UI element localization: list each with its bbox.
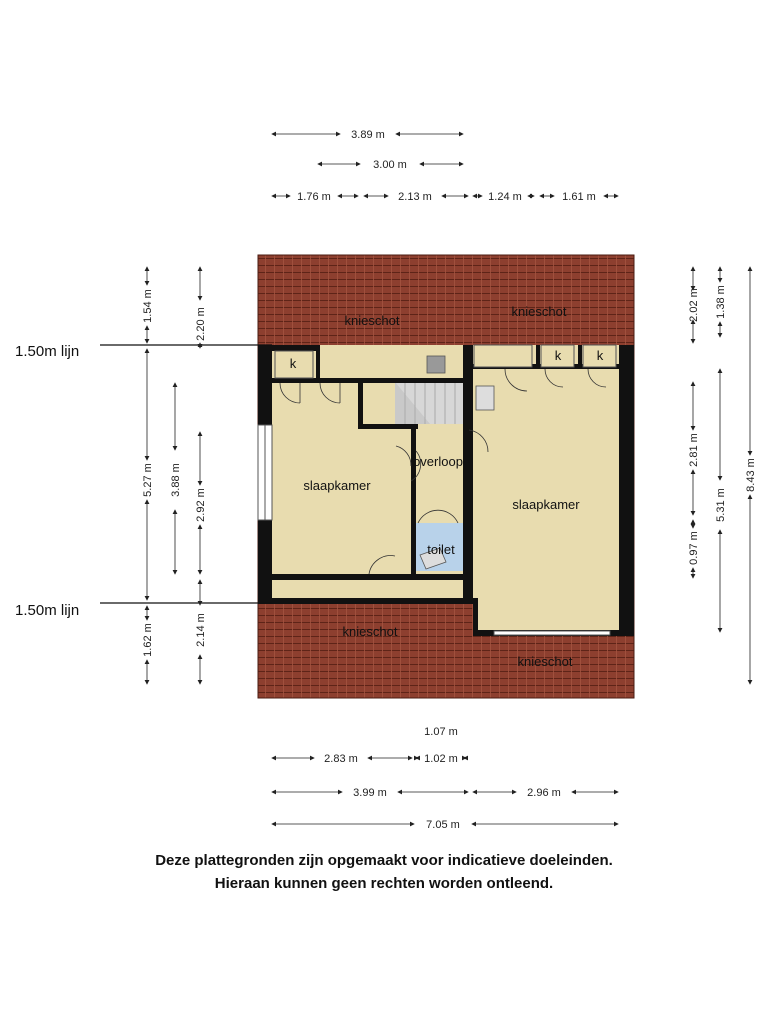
room-label-knieschot: knieschot xyxy=(342,624,398,639)
dimension-label: 3.88 m xyxy=(170,463,182,497)
lijn-label: 1.50m lijn xyxy=(15,602,80,619)
room-label-kast: k xyxy=(554,348,562,363)
dimension-label: 5.27 m xyxy=(142,463,154,497)
dimension-label: 2.81 m xyxy=(688,433,700,467)
dimension-label: 1.07 m xyxy=(424,726,458,738)
room-label-slaapkamer: slaapkamer xyxy=(512,497,580,512)
dimension-label: 2.02 m xyxy=(688,288,700,322)
dimension-label: 0.97 m xyxy=(688,531,700,565)
dimension-label: 3.99 m xyxy=(353,787,387,799)
room-label-kast: k xyxy=(289,356,297,371)
dimension-label: 2.13 m xyxy=(398,191,432,203)
dimension-label: 2.96 m xyxy=(527,787,561,799)
dimension-label: 1.62 m xyxy=(142,623,154,657)
disclaimer-line-2: Hieraan kunnen geen rechten worden ontleend. xyxy=(214,875,554,892)
room-label-slaapkamer: slaapkamer xyxy=(303,478,371,493)
dimension-label: 3.89 m xyxy=(351,129,385,141)
dimension-label: 1.76 m xyxy=(297,191,331,203)
dimension-label: 5.31 m xyxy=(715,488,727,522)
lijn-label: 1.50m lijn xyxy=(15,343,80,360)
dimension-label: 1.61 m xyxy=(562,191,596,203)
dimension-label: 3.00 m xyxy=(373,159,407,171)
room-label-knieschot: knieschot xyxy=(517,654,573,669)
dimension-label: 8.43 m xyxy=(745,458,757,492)
dimension-label: 1.24 m xyxy=(488,191,522,203)
room-label-overloop: overloop xyxy=(413,454,463,469)
room-label-kast: k xyxy=(596,348,604,363)
room-label-knieschot: knieschot xyxy=(511,304,567,319)
dimension-label: 2.20 m xyxy=(195,307,207,341)
dimension-label: 1.38 m xyxy=(715,285,727,319)
room-label-toilet: toilet xyxy=(427,542,455,557)
room-label-knieschot: knieschot xyxy=(344,313,400,328)
dimension-label: 2.14 m xyxy=(195,613,207,647)
dimension-label: 1.02 m xyxy=(424,753,458,765)
disclaimer-line-1: Deze plattegronden zijn opgemaakt voor indicatieve doeleinden. xyxy=(155,852,613,869)
dimension-label: 7.05 m xyxy=(426,819,460,831)
dimension-label: 1.54 m xyxy=(142,289,154,323)
dimension-label: 2.92 m xyxy=(195,488,207,522)
dimension-label: 2.83 m xyxy=(324,753,358,765)
window xyxy=(494,631,610,635)
